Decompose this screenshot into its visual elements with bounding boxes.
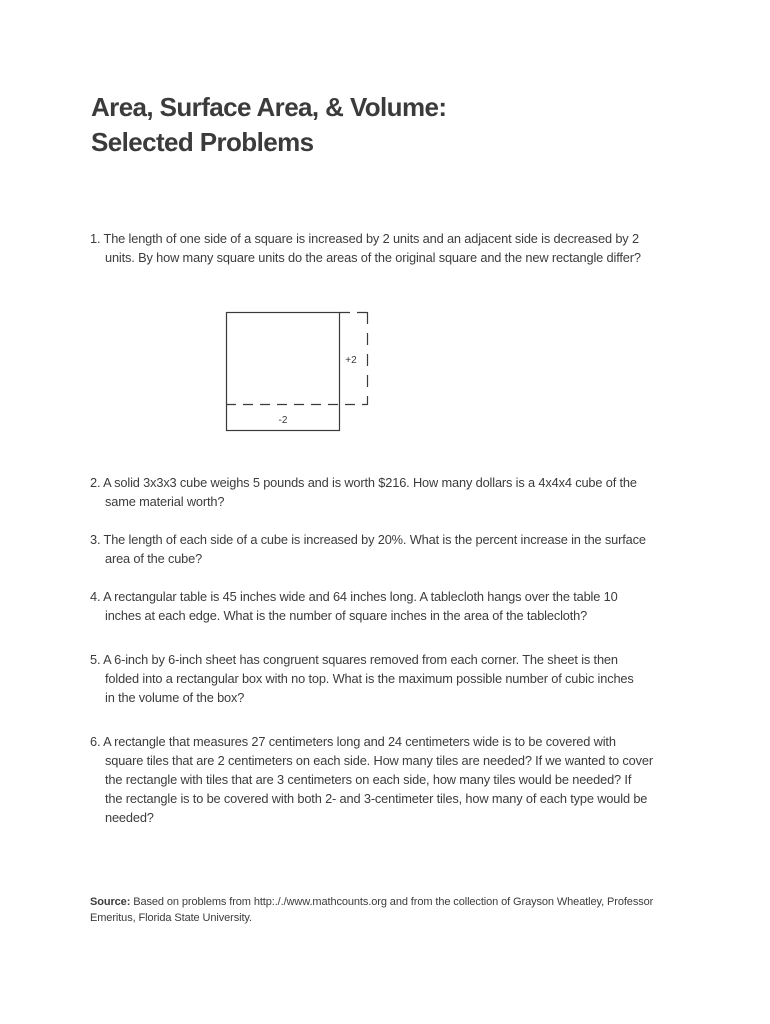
- problem-4-line-2: inches at each edge. What is the number of square inches in the area of the tablecloth?: [105, 608, 588, 623]
- problem-6-line-1: 6. A rectangle that measures 27 centimeters long and 24 centimeters wide is to be covered with: [90, 734, 616, 749]
- page-title: [91, 90, 691, 160]
- square-rectangle-diagram: [220, 305, 380, 435]
- problem-5-line-2: folded into a rectangular box with no top. What is the maximum possible number of cubic inches: [105, 671, 634, 686]
- title-line-2: Selected Problems: [91, 127, 314, 157]
- source-label: Source:: [90, 896, 131, 908]
- problem-2-line-2: same material worth?: [105, 494, 225, 509]
- source-note: [90, 894, 710, 926]
- plus-two-label: +2: [345, 355, 357, 366]
- problem-1-line-2: units. By how many square units do the areas of the original square and the new rectangle differ?: [105, 250, 641, 265]
- problem-5-line-1: 5. A 6-inch by 6-inch sheet has congruent squares removed from each corner. The sheet is then: [90, 652, 618, 667]
- problem-2: [90, 473, 690, 511]
- problem-4: [90, 587, 690, 625]
- minus-two-label: -2: [278, 415, 288, 426]
- problem-6-line-4: the rectangle is to be covered with both 2- and 3-centimeter tiles, how many of each type would be: [105, 791, 648, 806]
- problem-3-line-1: 3. The length of each side of a cube is increased by 20%. What is the percent increase in the surface: [90, 532, 646, 547]
- title-line-1: Area, Surface Area, & Volume:: [91, 92, 447, 122]
- problem-3: [90, 530, 690, 568]
- problem-6-line-3: the rectangle with tiles that are 3 centimeters on each side, how many tiles would be needed? If: [105, 772, 632, 787]
- problem-5-line-3: in the volume of the box?: [105, 690, 245, 705]
- problem-5: [90, 650, 690, 707]
- problem-3-line-2: area of the cube?: [105, 551, 203, 566]
- problem-6-line-2: square tiles that are 2 centimeters on each side. How many tiles are needed? If we wanted to cover: [105, 753, 653, 768]
- source-line-1: [90, 894, 710, 910]
- original-square: [227, 313, 340, 431]
- problem-1-line-1: 1. The length of one side of a square is increased by 2 units and an adjacent side is decreased by 2: [90, 231, 639, 246]
- source-text-1: Based on problems from http:././www.mathcounts.org and from the collection of Grayson Wheatley, Professor: [130, 896, 654, 908]
- problem-1: [90, 229, 690, 267]
- problem-2-line-1: 2. A solid 3x3x3 cube weighs 5 pounds and is worth $216. How many dollars is a 4x4x4 cube of the: [90, 475, 637, 490]
- problem-6-line-5: needed?: [105, 810, 154, 825]
- problem-6: [90, 732, 690, 827]
- source-line-2: Emeritus, Florida State University.: [90, 912, 252, 924]
- problem-4-line-1: 4. A rectangular table is 45 inches wide and 64 inches long. A tablecloth hangs over the table 10: [90, 589, 618, 604]
